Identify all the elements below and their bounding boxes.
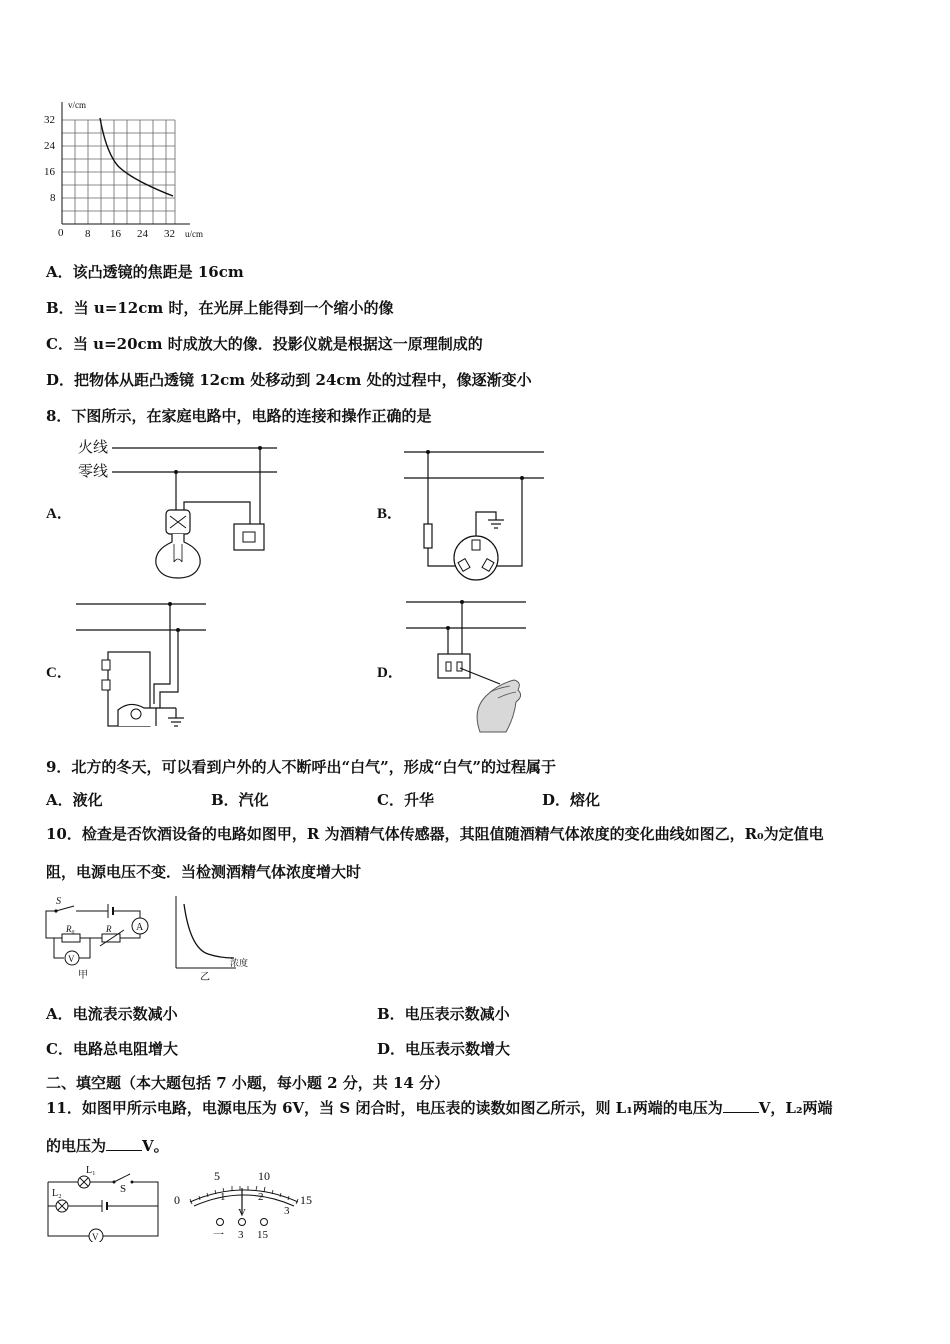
q8-label-a: A． — [46, 506, 72, 522]
q11-stem-line-1 — [46, 1097, 833, 1118]
q11-meter-inner-tick: 2 — [258, 1191, 264, 1203]
q11-meter-outer-tick: 5 — [214, 1169, 220, 1183]
q10-fig-jia: 甲 — [78, 970, 88, 981]
q9-option-c: C．升华 — [377, 791, 434, 809]
q11-l1-label: L₁ — [86, 1165, 96, 1176]
q11-answer-blank-2[interactable] — [106, 1138, 142, 1151]
q11-l2-label: L₂ — [52, 1188, 62, 1199]
q10-option-d: D．电压表示数增大 — [377, 1040, 511, 1058]
q8-label-d: D． — [377, 665, 403, 681]
q8-neutral-wire-label: 零线 — [78, 464, 109, 480]
q7-option-d: D．把物体从距凸透镜 12cm 处移动到 24cm 处的过程中，像逐渐变小 — [46, 371, 532, 389]
q11-terminal-minus: 一 — [213, 1229, 224, 1241]
q7-x-tick: 32 — [164, 228, 175, 240]
q7-lens-graph — [40, 96, 220, 242]
q8-stem: 8．下图所示，在家庭电路中，电路的连接和操作正确的是 — [46, 407, 432, 425]
q9-stem: 9．北方的冬天，可以看到户外的人不断呼出“白气”，形成“白气”的过程属于 — [46, 758, 556, 776]
q8-label-c: C． — [46, 665, 72, 681]
q9-option-b: B．汽化 — [211, 791, 269, 809]
q7-y-tick: 16 — [44, 166, 55, 178]
q11-answer-blank-1[interactable] — [723, 1100, 759, 1113]
q7-x-tick: 16 — [110, 228, 121, 240]
q7-option-c: C．当 u=20cm 时成放大的像．投影仪就是根据这一原理制成的 — [46, 335, 483, 353]
q10-switch-label: S — [56, 896, 61, 907]
q8-figure-c — [72, 592, 212, 732]
q7-y-tick: 8 — [50, 192, 56, 204]
q8-figure-b — [400, 440, 550, 582]
q11-stem-text-1a: 11．如图甲所示电路，电源电压为 6V，当 S 闭合时，电压表的读数如图乙所示，则 L₁两端的电压为 — [46, 1099, 723, 1117]
q11-meter-unit: V — [238, 1207, 246, 1219]
section-2-heading: 二、填空题（本大题包括 7 小题，每小题 2 分，共 14 分） — [46, 1074, 450, 1092]
q11-terminal-15: 15 — [257, 1229, 268, 1241]
q8-live-wire-label: 火线 — [78, 440, 109, 456]
q10-fig-yi: 乙 — [200, 972, 210, 983]
q7-x-tick: 24 — [137, 228, 148, 240]
q10-option-b: B．电压表示数减小 — [377, 1005, 510, 1023]
q10-option-a: A．电流表示数减小 — [46, 1005, 178, 1023]
q10-option-c: C．电路总电阻增大 — [46, 1040, 178, 1058]
q8-figure-d — [402, 592, 532, 734]
q10-r0-label: R₀ — [66, 924, 75, 934]
q7-y-tick: 24 — [44, 140, 55, 152]
q10-voltmeter-label: V — [68, 954, 75, 964]
q11-switch-label: S — [120, 1183, 127, 1195]
q7-option-b: B．当 u=12cm 时，在光屏上能得到一个缩小的像 — [46, 299, 394, 317]
q9-option-a: A．液化 — [46, 791, 103, 809]
q10-figure-circuit-and-curve — [40, 890, 260, 984]
q10-r-label: R — [106, 924, 112, 934]
q9-option-d: D．熔化 — [542, 791, 601, 809]
q8-figure-a — [72, 432, 282, 582]
q11-figure-voltmeter-dial — [172, 1166, 322, 1242]
q11-meter-outer-tick: 0 — [174, 1193, 180, 1207]
q10-stem-line-1: 10．检查是否饮酒设备的电路如图甲，R 为酒精气体传感器，其阻值随酒精气体浓度的变化曲线如图乙，R₀为定值电 — [46, 825, 824, 843]
q11-terminal-3: 3 — [238, 1229, 244, 1241]
q7-x-tick: 0 — [58, 227, 64, 239]
q8-label-b: B． — [377, 506, 403, 522]
q10-ammeter-label: A — [136, 922, 144, 933]
q11-meter-inner-tick: 1 — [220, 1191, 226, 1203]
q7-option-a: A．该凸透镜的焦距是 16cm — [46, 263, 244, 281]
q11-stem-text-2a: 的电压为 — [46, 1137, 107, 1155]
q11-figure-circuit — [40, 1160, 170, 1242]
q11-stem-text-1b: V，L₂两端 — [758, 1099, 833, 1117]
q11-meter-outer-tick: 15 — [300, 1193, 312, 1207]
q11-meter-inner-tick: 3 — [284, 1205, 290, 1217]
q11-voltmeter-label: V — [92, 1232, 99, 1242]
q7-x-tick: 8 — [85, 228, 91, 240]
q10-stem-line-2: 阻，电源电压不变．当检测酒精气体浓度增大时 — [46, 863, 362, 881]
q11-stem-line-2 — [46, 1135, 169, 1156]
q7-y-tick: 32 — [44, 114, 55, 126]
q10-concentration-label: 浓度 — [230, 958, 249, 968]
q7-y-label: v/cm — [68, 100, 86, 110]
q7-x-label: u/cm — [185, 229, 203, 239]
q11-meter-outer-tick: 10 — [258, 1169, 270, 1183]
q11-stem-text-2b: V。 — [142, 1137, 169, 1155]
